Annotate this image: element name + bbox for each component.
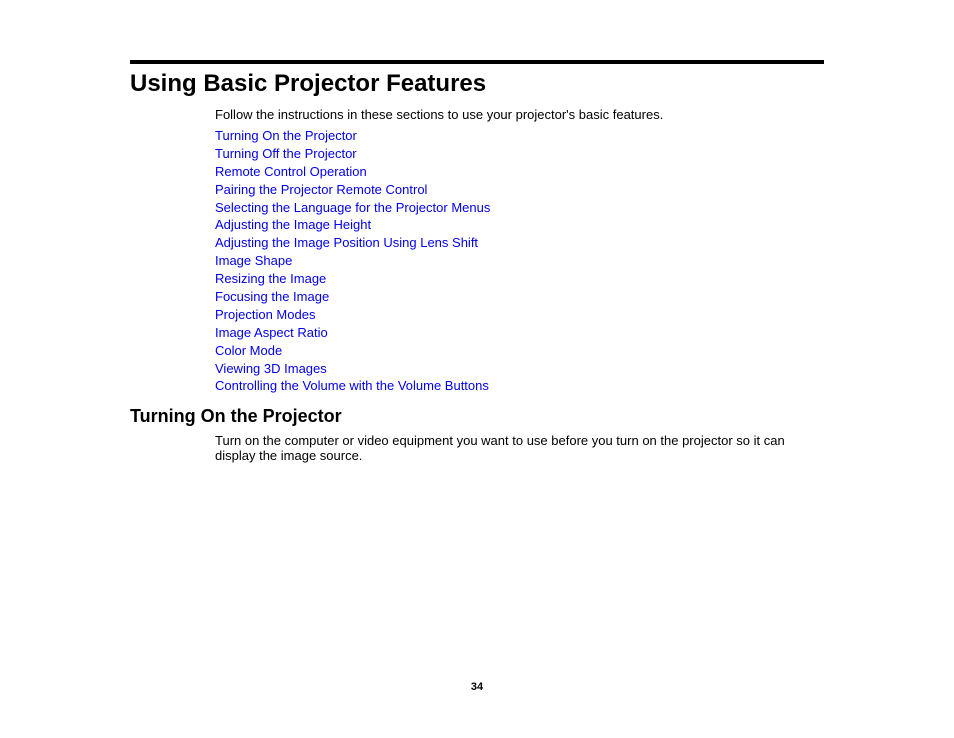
link-adjusting-image-height[interactable]: Adjusting the Image Height [215, 217, 372, 233]
link-selecting-language[interactable]: Selecting the Language for the Projector Menus [215, 199, 491, 215]
link-lens-shift[interactable]: Adjusting the Image Position Using Lens Shift [215, 235, 479, 251]
list-item [215, 163, 490, 181]
list-item [215, 342, 490, 360]
link-image-aspect-ratio[interactable]: Image Aspect Ratio [215, 324, 328, 340]
list-item [215, 377, 490, 395]
list-item [215, 145, 490, 163]
page-number: 34 [470, 681, 484, 693]
link-turning-off-the-projector[interactable]: Turning Off the Projector [215, 145, 357, 161]
link-image-shape[interactable]: Image Shape [215, 253, 293, 269]
link-resizing-image[interactable]: Resizing the Image [215, 271, 327, 287]
section-body: Turn on the computer or video equipment you want to use before you turn on the projector so it can display the image source. [215, 433, 785, 463]
list-item [215, 216, 490, 234]
list-item [215, 199, 490, 217]
link-viewing-3d-images[interactable]: Viewing 3D Images [215, 360, 327, 376]
list-item [215, 288, 490, 306]
link-volume-buttons[interactable]: Controlling the Volume with the Volume Buttons [215, 378, 489, 394]
link-focusing-image[interactable]: Focusing the Image [215, 289, 330, 305]
list-item [215, 360, 490, 378]
link-color-mode[interactable]: Color Mode [215, 342, 283, 358]
link-pairing-remote-control[interactable]: Pairing the Projector Remote Control [215, 181, 428, 197]
list-item [215, 127, 490, 145]
link-remote-control-operation[interactable]: Remote Control Operation [215, 163, 367, 179]
list-item [215, 306, 490, 324]
list-item [215, 234, 490, 252]
list-item [215, 324, 490, 342]
page-title: Using Basic Projector Features [130, 70, 487, 97]
link-projection-modes[interactable]: Projection Modes [215, 306, 316, 322]
section-title: Turning On the Projector [130, 406, 342, 426]
top-rule [130, 60, 824, 64]
intro-paragraph: Follow the instructions in these sections to use your projector's basic features. [215, 107, 664, 122]
list-item [215, 252, 490, 270]
topic-link-list [215, 127, 490, 395]
link-turning-on-the-projector[interactable]: Turning On the Projector [215, 128, 357, 143]
list-item [215, 270, 490, 288]
list-item [215, 181, 490, 199]
